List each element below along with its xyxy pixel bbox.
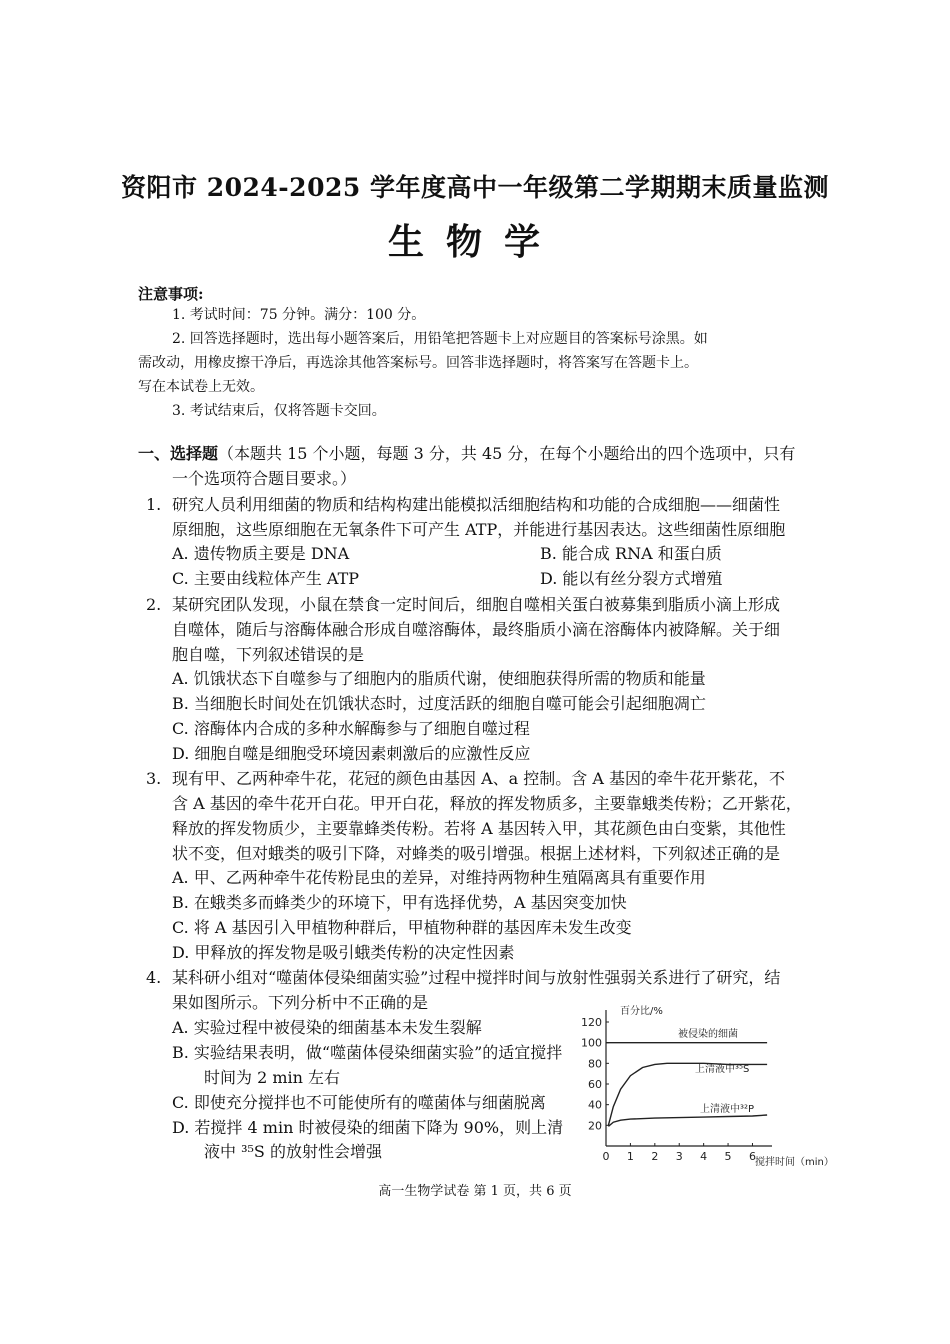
notice-item-2: 2. 回答选择题时，选出每小题答案后，用铅笔把答题卡上对应题目的答案标号涂黑。如 xyxy=(172,331,708,347)
series-label: 上清液中³⁵S xyxy=(695,1064,750,1075)
y-tick-label: 80 xyxy=(588,1057,602,1071)
q1-option-c[interactable]: C. 主要由线粒体产生 ATP xyxy=(172,569,360,588)
section-desc: （本题共 15 个小题，每题 3 分，共 45 分，在每个小题给出的四个选项中，只有 xyxy=(218,444,796,463)
x-tick-label: 0 xyxy=(602,1150,610,1163)
q3-stem-line: 含 A 基因的牵牛花开白花。甲开白花，释放的挥发物质多，主要靠蛾类传粉；乙开紫花， xyxy=(172,794,802,813)
section-desc-cont: 一个选项符合题目要求。） xyxy=(172,469,357,488)
x-tick-label: 3 xyxy=(675,1150,683,1163)
y-axis-label: 百分比/% xyxy=(620,1006,663,1017)
y-tick-label: 100 xyxy=(581,1036,602,1050)
notice-item-2-cont: 需改动，用橡皮擦干净后，再选涂其他答案标号。回答非选择题时，将答案写在答题卡上。 xyxy=(138,355,698,371)
x-tick-label: 5 xyxy=(724,1150,732,1163)
q2-number: 2. xyxy=(146,595,162,614)
q1-option-d[interactable]: D. 能以有丝分裂方式增殖 xyxy=(540,569,723,588)
q4-option-d[interactable]: D. 若搅拌 4 min 时被侵染的细菌下降为 90%，则上清 xyxy=(172,1118,564,1137)
q4-option-b-cont: 时间为 2 min 左右 xyxy=(204,1068,341,1087)
x-axis-label: 搅拌时间（min） xyxy=(755,1157,834,1168)
q4-option-b[interactable]: B. 实验结果表明，做“噬菌体侵染细菌实验”的适宜搅拌 xyxy=(172,1043,563,1062)
q2-stem-line: 胞自噬，下列叙述错误的是 xyxy=(172,645,365,664)
q3-stem-line: 状不变，但对蛾类的吸引下降，对蜂类的吸引增强。根据上述材料，下列叙述正确的是 xyxy=(172,844,781,863)
q4-stem-line: 果如图所示。下列分析中不正确的是 xyxy=(172,993,429,1012)
q3-stem-line: 现有甲、乙两种牵牛花，花冠的颜色由基因 A、a 控制。含 A 基因的牵牛花开紫花，不 xyxy=(172,769,785,788)
x-tick-label: 4 xyxy=(700,1150,708,1163)
q2-option-a[interactable]: A. 饥饿状态下自噬参与了细胞内的脂质代谢，使细胞获得所需的物质和能量 xyxy=(172,669,706,688)
q4-number: 4. xyxy=(146,968,162,987)
x-tick-label: 6 xyxy=(748,1150,756,1163)
q4-stem-line: 某科研小组对“噬菌体侵染细菌实验”过程中搅拌时间与放射性强弱关系进行了研究，结 xyxy=(172,968,781,987)
y-tick-label: 120 xyxy=(581,1016,602,1029)
q3-option-a[interactable]: A. 甲、乙两种牵牛花传粉昆虫的差异，对维持两物种生殖隔离具有重要作用 xyxy=(172,868,706,887)
x-tick-label: 1 xyxy=(626,1150,634,1163)
page-footer: 高一生物学试卷 第 1 页，共 6 页 xyxy=(378,1184,572,1199)
notice-item-2-cont2: 写在本试卷上无效。 xyxy=(138,379,264,395)
notice-item-1: 1. 考试时间：75 分钟。满分：100 分。 xyxy=(172,307,426,323)
q1-stem-line: 研究人员利用细菌的物质和结构构建出能模拟活细胞结构和功能的合成细胞——细菌性 xyxy=(172,495,781,514)
q2-option-c[interactable]: C. 溶酶体内合成的多种水解酶参与了细胞自噬过程 xyxy=(172,719,530,738)
subject-title: 生物学 xyxy=(387,222,562,263)
y-tick-label: 40 xyxy=(588,1098,602,1112)
exam-title: 资阳市 2024-2025 学年度高中一年级第二学期期末质量监测 xyxy=(121,173,829,202)
series-label: 上清液中³²P xyxy=(700,1104,755,1115)
chart-labels xyxy=(581,1004,834,1168)
q3-option-b[interactable]: B. 在蛾类多而蜂类少的环境下，甲有选择优势，A 基因突变加快 xyxy=(172,893,627,912)
series-line xyxy=(608,1115,767,1126)
series-label: 被侵染的细菌 xyxy=(678,1029,738,1040)
q4-option-a[interactable]: A. 实验过程中被侵染的细菌基本未发生裂解 xyxy=(172,1018,482,1037)
section-heading xyxy=(138,441,795,466)
q3-option-d[interactable]: D. 甲释放的挥发物是吸引蛾类传粉的决定性因素 xyxy=(172,943,515,962)
q2-stem-line: 自噬体，随后与溶酶体融合形成自噬溶酶体，最终脂质小滴在溶酶体内被降解。关于细 xyxy=(172,620,781,639)
y-tick-label: 60 xyxy=(588,1078,602,1091)
q1-option-a[interactable]: A. 遗传物质主要是 DNA xyxy=(172,544,350,563)
q1-stem-line: 原细胞，这些原细胞在无氧条件下可产生 ATP，并能进行基因表达。这些细菌性原细胞 xyxy=(172,520,786,539)
q4-option-d-cont: 液中 ³⁵S 的放射性会增强 xyxy=(204,1142,382,1161)
y-tick-label: 20 xyxy=(588,1119,602,1133)
q1-number: 1. xyxy=(146,495,162,514)
notice-item-3: 3. 考试结束后，仅将答题卡交回。 xyxy=(172,403,386,419)
section-label: 一、选择题 xyxy=(138,444,219,463)
q1-option-b[interactable]: B. 能合成 RNA 和蛋白质 xyxy=(540,544,722,563)
q2-option-d[interactable]: D. 细胞自噬是细胞受环境因素刺激后的应激性反应 xyxy=(172,744,531,763)
q3-stem-line: 释放的挥发物质少，主要靠蜂类传粉。若将 A 基因转入甲，其花颜色由白变紫，其他性 xyxy=(172,819,786,838)
stirring-time-chart xyxy=(574,1000,844,1172)
q3-number: 3. xyxy=(146,769,162,788)
q2-option-b[interactable]: B. 当细胞长时间处在饥饿状态时，过度活跃的细胞自噬可能会引起细胞凋亡 xyxy=(172,694,706,713)
q3-option-c[interactable]: C. 将 A 基因引入甲植物种群后，甲植物种群的基因库未发生改变 xyxy=(172,918,632,937)
x-tick-label: 2 xyxy=(651,1150,659,1163)
q2-stem-line: 某研究团队发现，小鼠在禁食一定时间后，细胞自噬相关蛋白被募集到脂质小滴上形成 xyxy=(172,595,781,614)
notice-heading: 注意事项: xyxy=(138,285,204,303)
q4-option-c[interactable]: C. 即使充分搅拌也不可能使所有的噬菌体与细菌脱离 xyxy=(172,1093,546,1112)
